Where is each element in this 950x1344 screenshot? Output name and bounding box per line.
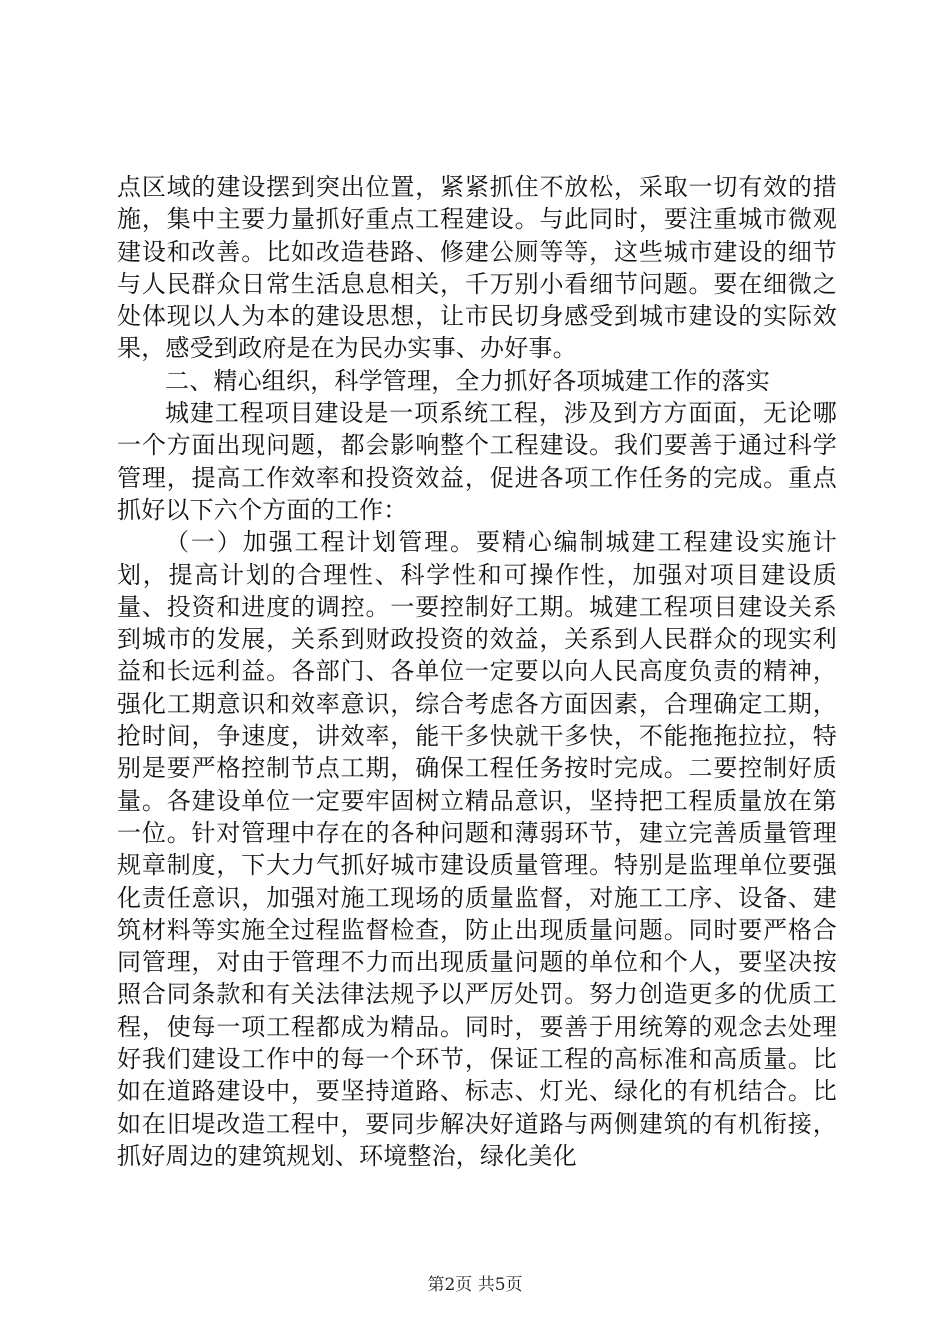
paragraph-intro: 城建工程项目建设是一项系统工程，涉及到方方面面，无论哪一个方面出现问题，都会影响整个工程建设。我们要善于通过科学管理，提高工作效率和投资效益，促进各项工作任务的完成。重点抓好以下六个方面的工作： bbox=[117, 399, 837, 524]
document-body bbox=[117, 171, 837, 1172]
paragraph-continuation: 点区域的建设摆到突出位置，紧紧抓住不放松，采取一切有效的措施，集中主要力量抓好重点工程建设。与此同时，要注重城市微观建设和改善。比如改造巷路、修建公厕等等，这些城市建设的细节与人民群众日常生活息息相关，千万别小看细节问题。要在细微之处体现以人为本的建设思想，让市民切身感受到城市建设的实际效果，感受到政府是在为民办实事、办好事。 bbox=[117, 173, 837, 363]
section-heading: 二、精心组织，科学管理，全力抓好各项城建工作的落实 bbox=[165, 366, 770, 395]
paragraph-item-one: （一）加强工程计划管理。要精心编制城建工程建设实施计划，提高计划的合理性、科学性和可操作性，加强对项目建设质量、投资和进度的调控。一要控制好工期。城建工程项目建设关系到城市的发展，关系到财政投资的效益，关系到人民群众的现实利益和长远利益。各部门、各单位一定要以向人民高度负责的精神，强化工期意识和效率意识，综合考虑各方面因素，合理确定工期，抢时间，争速度，讲效率，能干多快就干多快，不能拖拖拉拉，特别是要严格控制节点工期，确保工程任务按时完成。二要控制好质量。各建设单位一定要牢固树立精品意识，坚持把工程质量放在第一位。针对管理中存在的各种问题和薄弱环节，建立完善质量管理规章制度，下大力气抓好城市建设质量管理。特别是监理单位要强化责任意识，加强对施工现场的质量监督，对施工工序、设备、建筑材料等实施全过程监督检查，防止出现质量问题。同时要严格合同管理，对由于管理不力而出现质量问题的单位和个人，要坚决按照合同条款和有关法律法规予以严厉处罚。努力创造更多的优质工程，使每一项工程都成为精品。同时，要善于用统筹的观念去处理好我们建设工作中的每一个环节，保证工程的高标准和高质量。比如在道路建设中，要坚持道路、标志、灯光、绿化的有机结合。比如在旧堤改造工程中，要同步解决好道路与两侧建筑的有机衔接，抓好周边的建筑规划、环境整治，绿化美化 bbox=[117, 528, 837, 1170]
page-footer: 第2页 共5页 bbox=[427, 1275, 523, 1295]
